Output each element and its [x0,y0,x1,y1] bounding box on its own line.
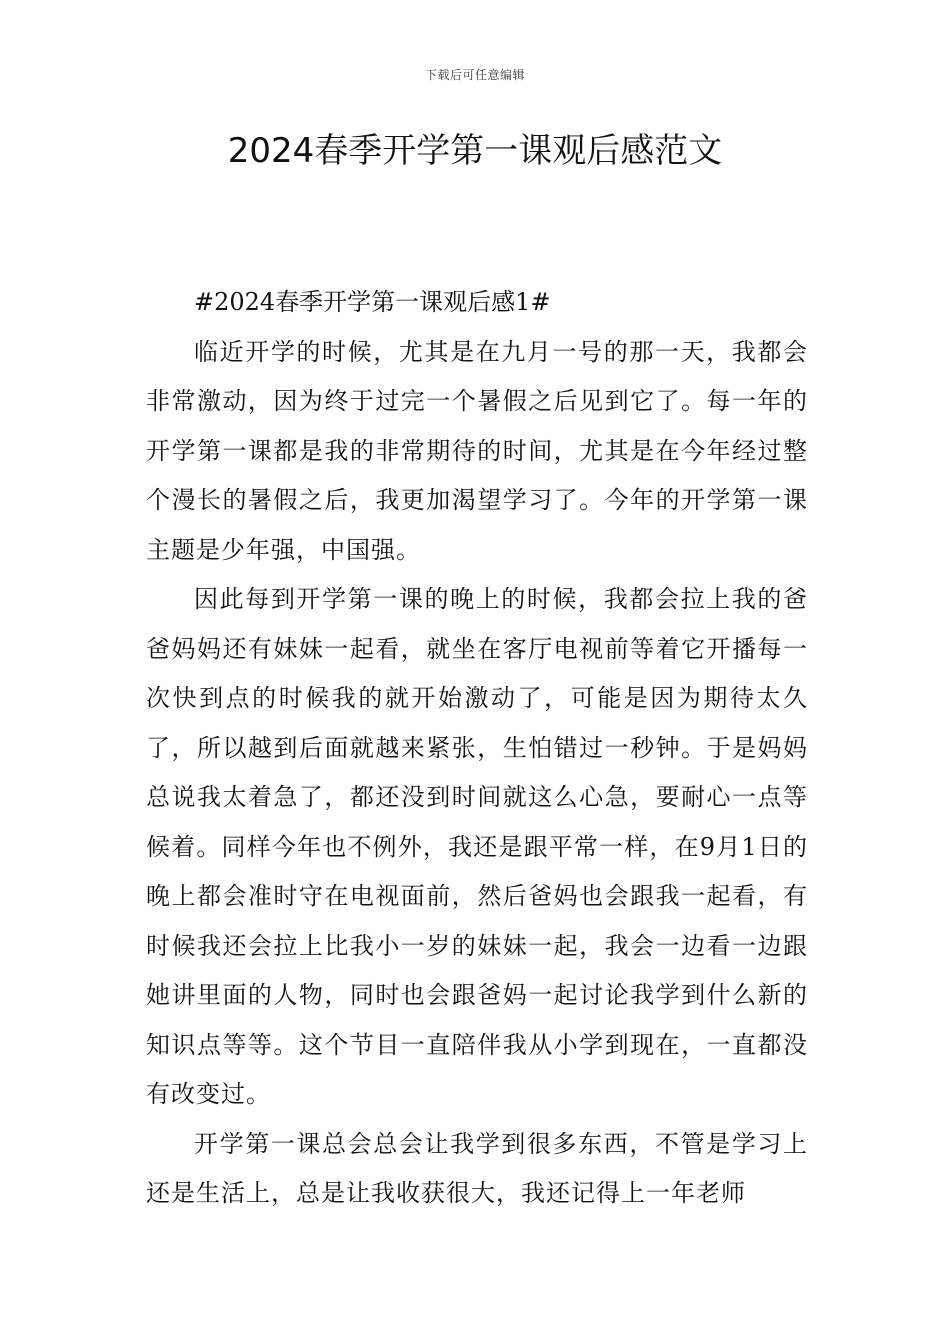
paragraph-1: 临近开学的时候，尤其是在九月一号的那一天，我都会非常激动，因为终于过完一个暑假之后见到它了。每一年的开学第一课都是我的非常期待的时间，尤其是在今年经过整个漫长的暑假之后，我更加渴望学习了。今年的开学第一课主题是少年强，中国强。 [146,337,808,564]
paragraph-3: 开学第一课总会总会让我学到很多东西，不管是学习上还是生活上，总是让我收获很大，我还记得上一年老师 [146,1129,808,1207]
header-note: 下载后可任意编辑 [424,68,525,82]
section-heading: #2024春季开学第一课观后感1# [194,288,551,316]
document-title: 2024春季开学第一课观后感范文 [227,131,723,171]
document-body [146,278,808,1219]
paragraph-2: 因此每到开学第一课的晚上的时候，我都会拉上我的爸爸妈妈还有妹妹一起看，就坐在客厅电视前等着它开播每一次快到点的时候我的就开始激动了，可能是因为期待太久了，所以越到后面就越来紧张，生怕错过一秒钟。于是妈妈总说我太着急了，都还没到时间就这么心急，要耐心一点等候着。同样今年也不例外，我还是跟平常一样，在9月1日的晚上都会准时守在电视面前，然后爸妈也会跟我一起看，有时候我还会拉上比我小一岁的妹妹一起，我会一边看一边跟她讲里面的人物，同时也会跟爸妈一起讨论我学到什么新的知识点等等。这个节目一直陪伴我从小学到现在，一直都没有改变过。 [146,585,808,1108]
